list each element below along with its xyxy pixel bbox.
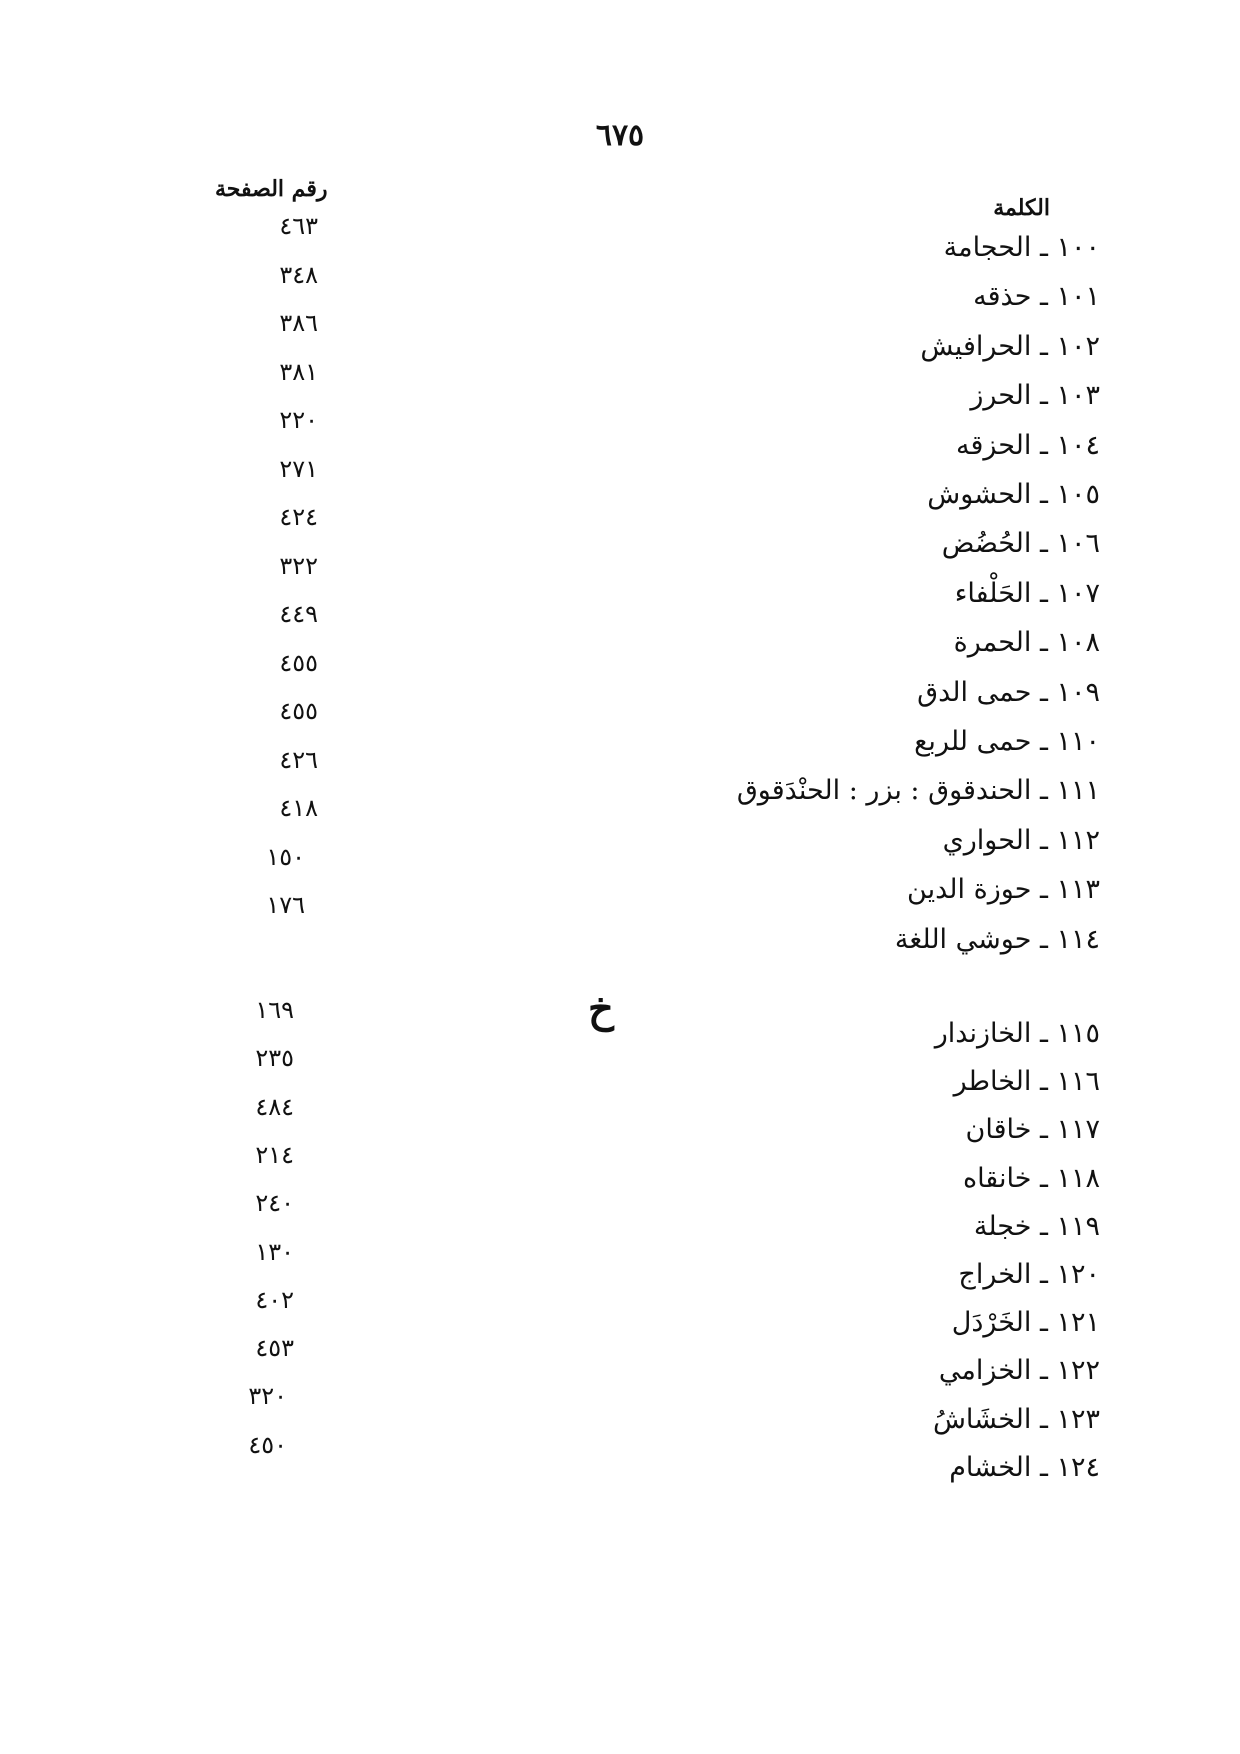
- entry-page: ٤٥٠: [248, 1430, 287, 1459]
- entry-page: ٢٧١: [279, 454, 318, 483]
- entry-page: ٤٦٣: [279, 212, 318, 240]
- entry-page: ٣٨٦: [279, 309, 318, 337]
- entry-term: ١٢٣ ـ الخشَاشُ: [932, 1403, 1100, 1435]
- entry-page: ٤٥٥: [279, 648, 318, 677]
- entry-term: ١١٨ ـ خانقاه: [962, 1162, 1100, 1194]
- entry-page: ٢٤٠: [255, 1189, 294, 1218]
- word-column-header: الكلمة: [993, 195, 1050, 221]
- entry-page: ١٥٠: [266, 842, 305, 871]
- entry-page: ٤١٨: [279, 794, 318, 822]
- entry-term: ١٢٢ ـ الخزامي: [938, 1355, 1100, 1387]
- entry-page: ١٦٩: [255, 996, 294, 1024]
- entry-term: ١٢٠ ـ الخراج: [958, 1259, 1100, 1290]
- entry-term: ١٠٤ ـ الحزقه: [955, 429, 1100, 461]
- entry-term: ١٠٥ ـ الحشوش: [927, 479, 1100, 510]
- entry-term: ١١٩ ـ خجلة: [973, 1210, 1100, 1242]
- page-column-header: رقم الصفحة: [215, 176, 328, 202]
- entry-page: ٢٢٠: [279, 406, 318, 434]
- entry-term: ١١٣ ـ حوزة الدين: [907, 874, 1100, 906]
- entry-page: ٢١٤: [255, 1140, 294, 1169]
- entry-page: ٤٨٤: [255, 1092, 294, 1121]
- entry-term: ١١٧ ـ خاقان: [965, 1114, 1100, 1146]
- entry-page: ٣٢٠: [248, 1382, 287, 1411]
- entry-page: ١٧٦: [266, 891, 305, 919]
- entry-term: ١٠٣ ـ الحرز: [970, 380, 1100, 412]
- entry-page: ٤٥٣: [255, 1334, 294, 1363]
- entry-page: ٣٢٢: [279, 551, 318, 580]
- entry-page: ٤٢٤: [279, 503, 318, 531]
- entry-page: ٤٥٥: [279, 697, 318, 725]
- entry-term: ١٠٠ ـ الحجامة: [943, 232, 1100, 263]
- entry-page: ٣٤٨: [279, 260, 318, 289]
- entry-term: ١٠٢ ـ الحرافيش: [920, 330, 1100, 362]
- entry-term: ١١٠ ـ حمى للربع: [914, 726, 1100, 757]
- entry-page: ٤٢٦: [279, 745, 318, 774]
- entry-page: ٤٠٢: [255, 1285, 294, 1314]
- entry-term: ١١٥ ـ الخازندار: [934, 1018, 1100, 1049]
- entry-term: ١٢٤ ـ الخشام: [949, 1451, 1100, 1483]
- entry-term: ١١٢ ـ الحواري: [942, 824, 1100, 856]
- entry-term: ١٠١ ـ حذقه: [973, 281, 1100, 313]
- entry-term: ١١٦ ـ الخاطر: [953, 1066, 1100, 1098]
- entry-page: ١٣٠: [255, 1237, 294, 1266]
- entry-page: ٣٨١: [279, 357, 318, 386]
- section-letter-kha: خ: [588, 985, 614, 1032]
- entry-term: ١٠٦ ـ الحُضُض: [941, 528, 1100, 560]
- entry-term: ١٠٧ ـ الحَلْفاء: [954, 577, 1100, 609]
- entry-term: ١١٤ ـ حوشي اللغة: [894, 923, 1100, 955]
- entry-term: ١١١ ـ الحندقوق : بزر : الحنْدَقوق: [736, 775, 1100, 807]
- page-number: ٦٧٥: [595, 118, 645, 153]
- entry-term: ١٠٨ ـ الحمرة: [953, 627, 1100, 659]
- entry-term: ١٢١ ـ الخَرْدَل: [951, 1307, 1100, 1339]
- entry-page: ٤٤٩: [279, 600, 318, 628]
- entry-term: ١٠٩ ـ حمى الدق: [917, 676, 1100, 708]
- entry-page: ٢٣٥: [255, 1044, 294, 1073]
